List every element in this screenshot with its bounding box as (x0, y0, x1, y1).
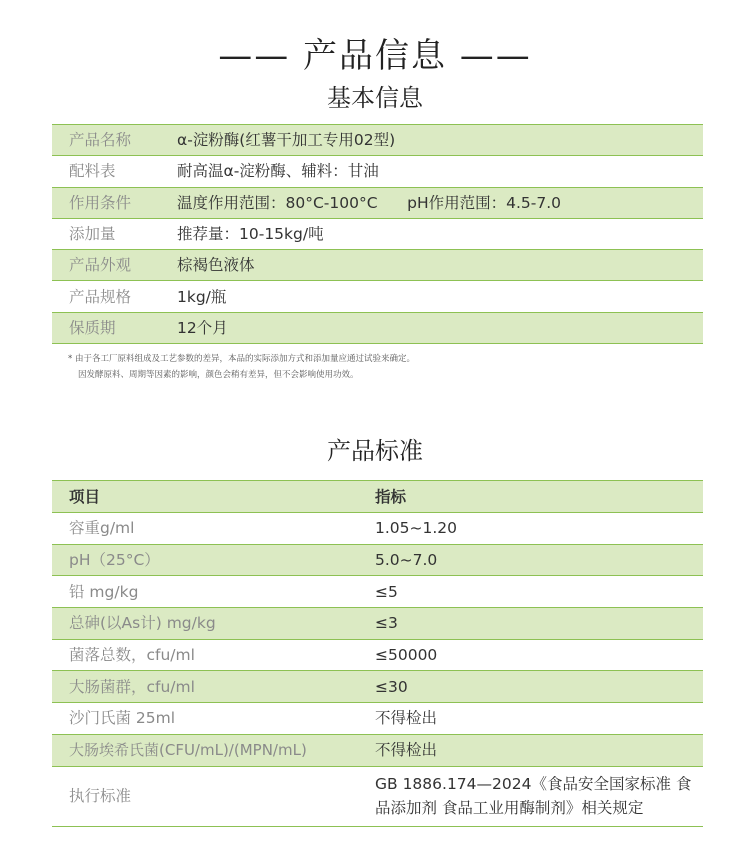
basic-value: 耐高温α-淀粉酶、辅料：甘油 (177, 162, 379, 181)
spec-cell: GB 1886.174—2024《食品安全国家标准 食品添加剂 食品工业用酶制剂》相关规定 (375, 775, 692, 817)
table-row (52, 639, 703, 671)
product-standard-table (52, 480, 703, 827)
table-header-row (52, 481, 703, 513)
basic-row (52, 281, 703, 312)
spec-cell: ≤30 (375, 671, 703, 703)
basic-row (52, 250, 703, 281)
basic-value: 推荐量：10-15kg/吨 (177, 225, 324, 244)
spec-cell: ≤3 (375, 608, 703, 640)
item-cell: 执行标准 (69, 787, 132, 805)
column-header-spec: 指标 (375, 481, 703, 513)
spec-cell: ≤5 (375, 582, 398, 601)
item-cell: 大肠菌群，cfu/ml (52, 671, 375, 703)
spec-cell: 5.0~7.0 (375, 544, 703, 576)
basic-row (52, 156, 703, 187)
basic-row (52, 218, 703, 249)
basic-label: 添加量 (69, 225, 116, 244)
item-cell: 总砷(以As计) mg/kg (52, 608, 375, 640)
basic-value: 12个月 (177, 312, 703, 343)
basic-value: α-淀粉酶(红薯干加工专用02型) (177, 125, 703, 156)
basic-value: 1kg/瓶 (177, 287, 227, 306)
basic-info-title: 基本信息 (327, 84, 423, 112)
basic-row (52, 125, 703, 156)
table-row (52, 513, 703, 545)
basic-label: 配料表 (69, 162, 116, 181)
table-row (52, 671, 703, 703)
footnote-line: 因发酵原料、周期等因素的影响，颜色会稍有差异，但不会影响使用功效。 (78, 370, 359, 380)
table-row (52, 608, 703, 640)
footnotes (68, 351, 688, 383)
item-cell: pH（25°C） (52, 544, 375, 576)
item-cell: 铅 mg/kg (69, 582, 139, 601)
item-cell: 菌落总数，cfu/ml (69, 646, 195, 665)
table-row (52, 766, 703, 826)
table-row (52, 576, 703, 608)
basic-label: 产品名称 (52, 125, 177, 156)
basic-value: 温度作用范围：80°C-100°C pH作用范围：4.5-7.0 (177, 187, 703, 218)
spec-cell: 不得检出 (375, 734, 703, 766)
table-row (52, 703, 703, 735)
basic-label: 产品规格 (69, 287, 132, 306)
basic-label: 产品外观 (52, 250, 177, 281)
table-row (52, 734, 703, 766)
spec-cell: ≤50000 (375, 646, 438, 665)
table-row (52, 544, 703, 576)
spec-cell: 不得检出 (375, 709, 438, 728)
item-cell: 大肠埃希氏菌(CFU/mL)/(MPN/mL) (52, 734, 375, 766)
basic-label: 保质期 (52, 312, 177, 343)
item-cell: 沙门氏菌 25ml (69, 709, 176, 728)
page-title: —— 产品信息 —— (218, 36, 532, 76)
spec-cell: 1.05~1.20 (375, 519, 458, 538)
column-header-item: 项目 (52, 481, 375, 513)
basic-row (52, 187, 703, 218)
item-cell: 容重g/ml (69, 519, 135, 538)
basic-info-table (52, 124, 703, 344)
basic-row (52, 312, 703, 343)
product-standard-title: 产品标准 (327, 437, 423, 465)
basic-label: 作用条件 (52, 187, 177, 218)
basic-value: 棕褐色液体 (177, 250, 703, 281)
footnote-line: * 由于各工厂原料组成及工艺参数的差异，本品的实际添加方式和添加量应通过试验来确定。 (68, 354, 415, 364)
